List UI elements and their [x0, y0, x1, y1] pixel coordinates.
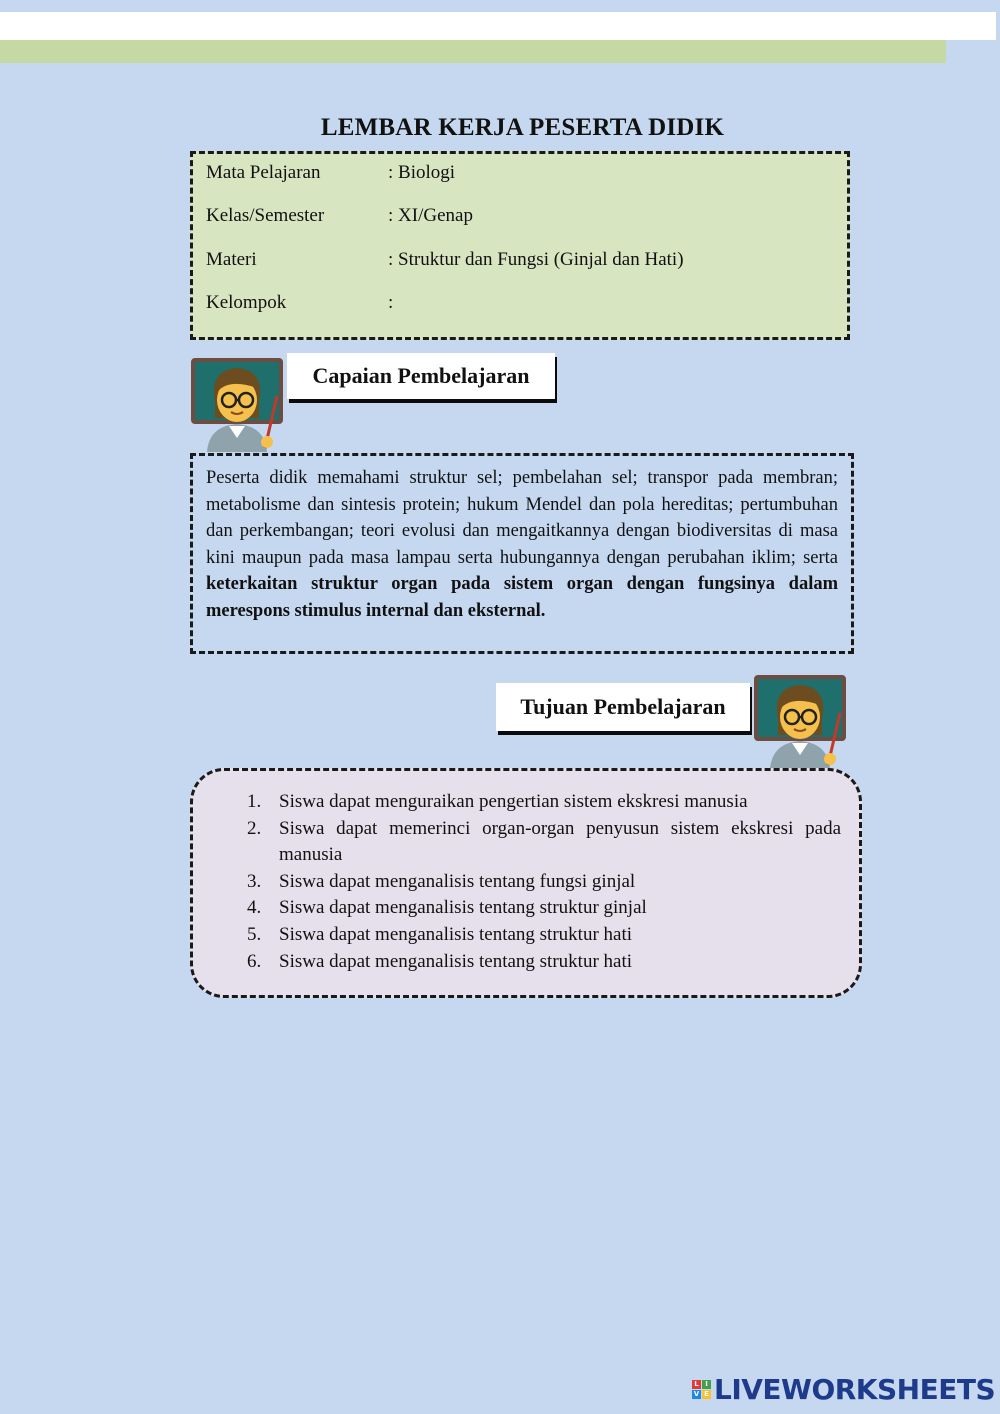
list-text: Siswa dapat menguraikan pengertian sistem ekskresi manusia	[279, 791, 748, 812]
info-box	[190, 151, 850, 340]
tujuan-list	[237, 789, 841, 975]
info-label: Kelas/Semester	[206, 205, 325, 226]
capaian-text-box	[190, 453, 854, 654]
logo-text: LIVEWORKSHEETS	[714, 1372, 996, 1406]
list-item	[237, 869, 841, 896]
logo-icon-letter: L	[692, 1380, 701, 1389]
tujuan-box	[190, 768, 862, 998]
capaian-text: Peserta didik memahami struktur sel; pembelahan sel; transpor pada membran; metabolisme dan sintesis protein; hukum Mendel dan pola hereditas; pertumbuhan dan perkembangan; teori evolusi dan mengaitkannya dengan biodiversitas di masa kini maupun pada masa lampau serta hubungannya dengan perubahan iklim; serta	[206, 468, 838, 568]
info-label: Kelompok	[206, 292, 287, 313]
info-value: :	[388, 292, 394, 313]
liveworksheets-icon	[692, 1380, 711, 1399]
list-number: 6.	[247, 950, 262, 972]
logo-icon-letter: V	[693, 1389, 700, 1398]
info-value: : XI/Genap	[388, 205, 473, 226]
list-number: 1.	[247, 791, 262, 812]
list-text: Siswa dapat menganalisis tentang struktur hati	[279, 923, 633, 945]
list-item	[237, 895, 841, 922]
info-label: Materi	[206, 249, 257, 270]
top-white-band	[0, 12, 996, 40]
list-text: Siswa dapat memerinci organ-organ penyusun sistem ekskresi pada manusia	[279, 817, 841, 866]
list-number: 3.	[247, 870, 262, 892]
woman-teacher-icon	[752, 673, 848, 769]
list-item	[237, 949, 841, 976]
list-number: 4.	[247, 897, 262, 919]
woman-teacher-icon	[189, 356, 285, 452]
info-value: : Struktur dan Fungsi (Ginjal dan Hati)	[388, 249, 684, 270]
list-item	[237, 789, 841, 816]
capaian-heading: Capaian Pembelajaran	[287, 353, 555, 399]
list-text: Siswa dapat menganalisis tentang struktur hati	[279, 950, 633, 972]
tujuan-heading: Tujuan Pembelajaran	[496, 683, 750, 731]
list-number: 5.	[247, 923, 262, 945]
info-value: : Biologi	[388, 162, 456, 183]
info-label: Mata Pelajaran	[206, 162, 321, 183]
list-item	[237, 922, 841, 949]
logo-icon-letter: E	[702, 1390, 711, 1399]
liveworksheets-logo[interactable]	[692, 1372, 995, 1406]
list-number: 2.	[247, 817, 262, 839]
capaian-text-bold: keterkaitan struktur organ pada sistem organ dengan fungsinya dalam merespons stimulus internal dan eksternal.	[206, 574, 838, 621]
list-text: Siswa dapat menganalisis tentang struktur ginjal	[279, 897, 647, 919]
list-item	[237, 816, 841, 869]
top-green-band	[0, 40, 946, 63]
page-title: LEMBAR KERJA PESERTA DIDIK	[320, 114, 725, 141]
logo-icon-letter: I	[702, 1380, 711, 1389]
list-text: Siswa dapat menganalisis tentang fungsi ginjal	[279, 870, 636, 892]
